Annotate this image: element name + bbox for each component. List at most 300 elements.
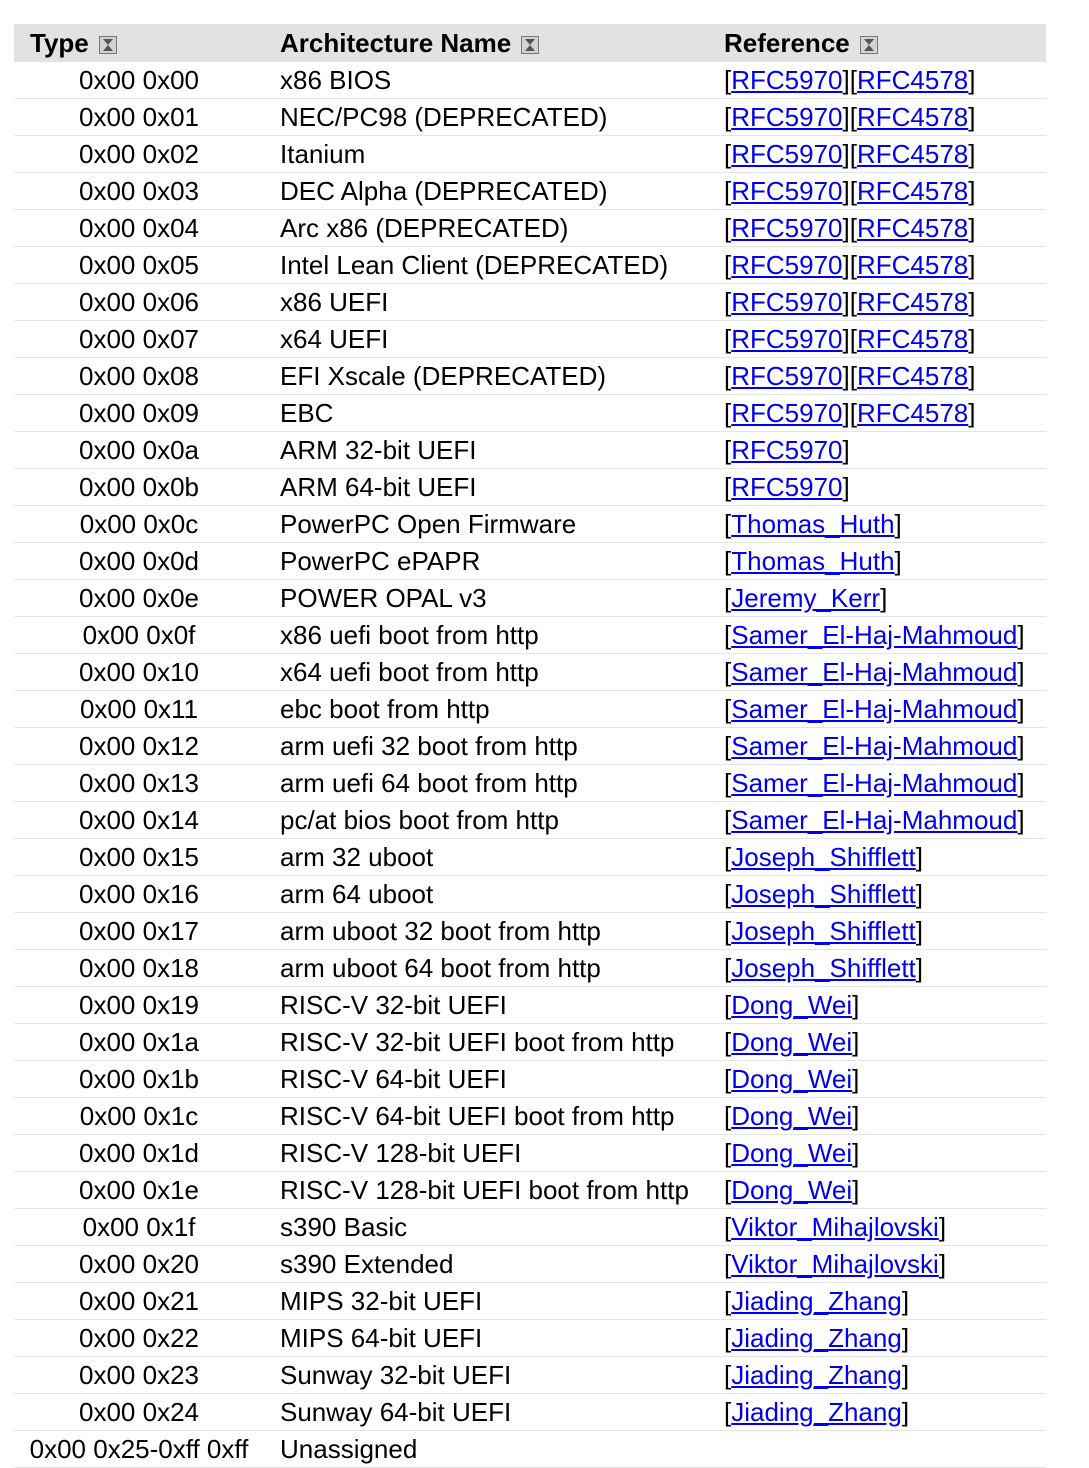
bracket-close: ]: [842, 435, 850, 465]
reference-link[interactable]: Samer_El-Haj-Mahmoud: [731, 657, 1018, 687]
table-row: [14, 469, 1046, 506]
table-header: [14, 24, 1046, 62]
reference-cell: [710, 358, 1046, 395]
table-row: [14, 1357, 1046, 1394]
table-row: [14, 765, 1046, 802]
bracket-close: ]: [968, 250, 976, 280]
type-cell: 0x00 0x06: [14, 284, 264, 321]
bracket-close: ]: [915, 953, 924, 983]
reference-cell: [710, 802, 1046, 839]
header-row: [14, 24, 1046, 62]
type-cell: 0x00 0x0e: [14, 580, 264, 617]
type-cell: 0x00 0x1d: [14, 1135, 264, 1172]
reference-cell: [710, 395, 1046, 432]
type-cell: 0x00 0x04: [14, 210, 264, 247]
table-row: [14, 691, 1046, 728]
table-row: [14, 506, 1046, 543]
table-row: [14, 1320, 1046, 1357]
bracket-open: [: [849, 250, 857, 280]
sort-icon[interactable]: [860, 36, 878, 54]
reference-link[interactable]: RFC4578: [856, 287, 969, 317]
bracket-open: [: [849, 287, 857, 317]
reference-link[interactable]: Dong_Wei: [731, 1027, 853, 1057]
reference-link[interactable]: RFC5970: [731, 472, 843, 502]
reference-link[interactable]: Jeremy_Kerr: [731, 583, 881, 613]
bracket-open: [: [724, 620, 732, 650]
table-row: [14, 1246, 1046, 1283]
table-row: [14, 1061, 1046, 1098]
reference-cell: [710, 765, 1046, 802]
architecture-name-cell: POWER OPAL v3: [264, 580, 710, 617]
bracket-open: [: [724, 1138, 732, 1168]
bracket-open: [: [724, 1101, 732, 1131]
type-cell: 0x00 0x02: [14, 136, 264, 173]
table-row: [14, 987, 1046, 1024]
table-row: [14, 543, 1046, 580]
architecture-name-cell: MIPS 64-bit UEFI: [264, 1320, 710, 1357]
reference-cell: [710, 728, 1046, 765]
table-row: [14, 1283, 1046, 1320]
type-cell: 0x00 0x14: [14, 802, 264, 839]
reference-link[interactable]: RFC4578: [856, 176, 969, 206]
architecture-name-cell: arm 64 uboot: [264, 876, 710, 913]
table-row: [14, 210, 1046, 247]
reference-link[interactable]: RFC5970: [731, 398, 843, 428]
bracket-open: [: [724, 805, 732, 835]
architecture-name-cell: x86 UEFI: [264, 284, 710, 321]
table-row: [14, 1431, 1046, 1468]
reference-link[interactable]: RFC4578: [856, 398, 969, 428]
bracket-close: ]: [842, 65, 850, 95]
reference-cell: [710, 987, 1046, 1024]
bracket-close: ]: [894, 509, 902, 539]
bracket-open: [: [724, 842, 732, 872]
bracket-close: ]: [968, 176, 976, 206]
architecture-name-cell: Arc x86 (DEPRECATED): [264, 210, 710, 247]
type-cell: 0x00 0x0d: [14, 543, 264, 580]
reference-cell: [710, 691, 1046, 728]
architecture-name-cell: NEC/PC98 (DEPRECATED): [264, 99, 710, 136]
sort-icon[interactable]: [99, 36, 117, 54]
architecture-name-cell: ebc boot from http: [264, 691, 710, 728]
bracket-open: [: [849, 102, 857, 132]
reference-link[interactable]: Joseph_Shifflett: [731, 953, 916, 983]
architecture-name-cell: arm uefi 32 boot from http: [264, 728, 710, 765]
column-header-architecture-name[interactable]: [264, 24, 710, 62]
bracket-open: [: [724, 398, 732, 428]
type-cell: 0x00 0x1f: [14, 1209, 264, 1246]
table-row: [14, 913, 1046, 950]
table-body: [14, 62, 1046, 1468]
type-cell: 0x00 0x24: [14, 1394, 264, 1431]
architecture-name-cell: EBC: [264, 395, 710, 432]
architecture-name-cell: EFI Xscale (DEPRECATED): [264, 358, 710, 395]
bracket-close: ]: [938, 1249, 947, 1279]
bracket-open: [: [849, 65, 857, 95]
reference-cell: [710, 1394, 1046, 1431]
bracket-close: ]: [968, 139, 976, 169]
reference-link[interactable]: Dong_Wei: [731, 1101, 853, 1131]
bracket-open: [: [724, 879, 732, 909]
table-row: [14, 1098, 1046, 1135]
type-cell: 0x00 0x01: [14, 99, 264, 136]
type-cell: 0x00 0x11: [14, 691, 264, 728]
table-row: [14, 395, 1046, 432]
reference-cell: [710, 1320, 1046, 1357]
bracket-close: ]: [1017, 768, 1025, 798]
architecture-name-cell: PowerPC Open Firmware: [264, 506, 710, 543]
bracket-open: [: [724, 176, 732, 206]
bracket-close: ]: [915, 842, 924, 872]
bracket-open: [: [724, 435, 732, 465]
bracket-open: [: [724, 213, 732, 243]
architecture-name-cell: Sunway 32-bit UEFI: [264, 1357, 710, 1394]
table-row: [14, 1024, 1046, 1061]
table-row: [14, 99, 1046, 136]
reference-link[interactable]: Thomas_Huth: [731, 546, 895, 576]
architecture-name-cell: RISC-V 64-bit UEFI: [264, 1061, 710, 1098]
reference-link[interactable]: Samer_El-Haj-Mahmoud: [731, 805, 1018, 835]
processor-architecture-table: [14, 24, 1046, 1468]
column-header-type-label: Type: [30, 28, 89, 58]
type-cell: 0x00 0x19: [14, 987, 264, 1024]
type-cell: 0x00 0x07: [14, 321, 264, 358]
bracket-close: ]: [968, 361, 976, 391]
architecture-name-cell: Itanium: [264, 136, 710, 173]
bracket-open: [: [724, 546, 732, 576]
reference-link[interactable]: Viktor_Mihajlovski: [731, 1249, 939, 1279]
reference-link[interactable]: Dong_Wei: [731, 1138, 853, 1168]
type-cell: 0x00 0x0b: [14, 469, 264, 506]
reference-cell: [710, 654, 1046, 691]
bracket-close: ]: [842, 213, 850, 243]
architecture-name-cell: RISC-V 128-bit UEFI boot from http: [264, 1172, 710, 1209]
architecture-name-cell: ARM 64-bit UEFI: [264, 469, 710, 506]
reference-link[interactable]: RFC5970: [731, 287, 843, 317]
architecture-name-cell: RISC-V 32-bit UEFI boot from http: [264, 1024, 710, 1061]
bracket-close: ]: [901, 1323, 910, 1353]
reference-link[interactable]: RFC4578: [856, 361, 969, 391]
architecture-name-cell: ARM 32-bit UEFI: [264, 432, 710, 469]
reference-link[interactable]: Thomas_Huth: [731, 509, 895, 539]
reference-cell: [710, 580, 1046, 617]
reference-link[interactable]: Dong_Wei: [731, 1064, 853, 1094]
bracket-close: ]: [842, 287, 850, 317]
bracket-close: ]: [901, 1360, 910, 1390]
reference-cell: [710, 99, 1046, 136]
reference-cell: [710, 1431, 1046, 1468]
reference-link[interactable]: Joseph_Shifflett: [731, 879, 916, 909]
type-cell: 0x00 0x03: [14, 173, 264, 210]
type-cell: 0x00 0x1b: [14, 1061, 264, 1098]
reference-cell: [710, 913, 1046, 950]
table-row: [14, 358, 1046, 395]
reference-link[interactable]: RFC5970: [731, 139, 843, 169]
bracket-close: ]: [901, 1397, 910, 1427]
table-row: [14, 247, 1046, 284]
type-cell: 0x00 0x21: [14, 1283, 264, 1320]
bracket-close: ]: [901, 1286, 910, 1316]
bracket-close: ]: [852, 1175, 860, 1205]
architecture-name-cell: arm 32 uboot: [264, 839, 710, 876]
reference-cell: [710, 543, 1046, 580]
type-cell: 0x00 0x13: [14, 765, 264, 802]
reference-link[interactable]: Jiading_Zhang: [731, 1397, 902, 1427]
type-cell: 0x00 0x08: [14, 358, 264, 395]
reference-link[interactable]: Jiading_Zhang: [731, 1323, 902, 1353]
reference-cell: [710, 1172, 1046, 1209]
reference-cell: [710, 839, 1046, 876]
reference-link[interactable]: Dong_Wei: [731, 990, 853, 1020]
column-header-type[interactable]: [14, 24, 264, 62]
reference-link[interactable]: Samer_El-Haj-Mahmoud: [731, 768, 1018, 798]
architecture-name-cell: RISC-V 32-bit UEFI: [264, 987, 710, 1024]
bracket-close: ]: [968, 213, 976, 243]
bracket-open: [: [724, 102, 732, 132]
architecture-name-cell: Sunway 64-bit UEFI: [264, 1394, 710, 1431]
reference-cell: [710, 950, 1046, 987]
architecture-name-cell: pc/at bios boot from http: [264, 802, 710, 839]
reference-link[interactable]: RFC5970: [731, 176, 843, 206]
reference-link[interactable]: Samer_El-Haj-Mahmoud: [731, 694, 1018, 724]
reference-link[interactable]: RFC4578: [856, 213, 969, 243]
column-header-reference-label: Reference: [724, 28, 850, 58]
bracket-open: [: [724, 287, 732, 317]
bracket-open: [: [724, 361, 732, 391]
type-cell: 0x00 0x22: [14, 1320, 264, 1357]
table-row: [14, 1209, 1046, 1246]
bracket-open: [: [724, 1360, 732, 1390]
bracket-close: ]: [842, 324, 850, 354]
reference-cell: [710, 506, 1046, 543]
reference-cell: [710, 1246, 1046, 1283]
bracket-open: [: [724, 953, 732, 983]
bracket-close: ]: [968, 398, 976, 428]
reference-cell: [710, 617, 1046, 654]
reference-link[interactable]: Samer_El-Haj-Mahmoud: [731, 620, 1018, 650]
reference-link[interactable]: RFC4578: [856, 250, 969, 280]
table-row: [14, 1394, 1046, 1431]
architecture-name-cell: arm uefi 64 boot from http: [264, 765, 710, 802]
reference-link[interactable]: RFC5970: [731, 435, 843, 465]
bracket-close: ]: [842, 139, 850, 169]
reference-link[interactable]: RFC4578: [856, 102, 969, 132]
bracket-open: [: [724, 250, 732, 280]
reference-cell: [710, 247, 1046, 284]
table-row: [14, 617, 1046, 654]
bracket-close: ]: [852, 1138, 860, 1168]
bracket-close: ]: [1017, 731, 1025, 761]
bracket-open: [: [849, 324, 857, 354]
bracket-open: [: [724, 916, 732, 946]
table-row: [14, 136, 1046, 173]
reference-cell: [710, 173, 1046, 210]
architecture-name-cell: MIPS 32-bit UEFI: [264, 1283, 710, 1320]
type-cell: 0x00 0x09: [14, 395, 264, 432]
type-cell: 0x00 0x1c: [14, 1098, 264, 1135]
reference-cell: [710, 1061, 1046, 1098]
type-cell: 0x00 0x0f: [14, 617, 264, 654]
reference-cell: [710, 321, 1046, 358]
bracket-open: [: [724, 65, 732, 95]
bracket-open: [: [849, 398, 857, 428]
table-row: [14, 950, 1046, 987]
bracket-open: [: [724, 1286, 732, 1316]
reference-link[interactable]: Jiading_Zhang: [731, 1286, 902, 1316]
type-cell: 0x00 0x1e: [14, 1172, 264, 1209]
reference-link[interactable]: RFC5970: [731, 250, 843, 280]
column-header-reference[interactable]: [710, 24, 1046, 62]
reference-cell: [710, 136, 1046, 173]
type-cell: 0x00 0x25-0xff 0xff: [14, 1431, 264, 1468]
bracket-close: ]: [842, 176, 850, 206]
bracket-close: ]: [852, 1027, 860, 1057]
architecture-name-cell: x64 UEFI: [264, 321, 710, 358]
bracket-open: [: [724, 768, 732, 798]
bracket-open: [: [724, 324, 732, 354]
table-row: [14, 839, 1046, 876]
bracket-close: ]: [1017, 694, 1025, 724]
bracket-close: ]: [1017, 657, 1025, 687]
bracket-close: ]: [842, 102, 850, 132]
reference-link[interactable]: Joseph_Shifflett: [731, 916, 916, 946]
bracket-close: ]: [938, 1212, 947, 1242]
architecture-name-cell: RISC-V 128-bit UEFI: [264, 1135, 710, 1172]
bracket-open: [: [724, 1027, 732, 1057]
type-cell: 0x00 0x0c: [14, 506, 264, 543]
bracket-open: [: [724, 139, 732, 169]
bracket-close: ]: [968, 65, 976, 95]
reference-cell: [710, 469, 1046, 506]
type-cell: 0x00 0x05: [14, 247, 264, 284]
bracket-open: [: [724, 657, 732, 687]
bracket-close: ]: [1017, 805, 1025, 835]
reference-link[interactable]: Samer_El-Haj-Mahmoud: [731, 731, 1018, 761]
bracket-open: [: [724, 1175, 732, 1205]
reference-link[interactable]: RFC5970: [731, 324, 843, 354]
bracket-open: [: [724, 1249, 732, 1279]
bracket-close: ]: [968, 287, 976, 317]
bracket-open: [: [724, 990, 732, 1020]
bracket-open: [: [724, 1323, 732, 1353]
reference-link[interactable]: RFC5970: [731, 102, 843, 132]
architecture-name-cell: arm uboot 64 boot from http: [264, 950, 710, 987]
bracket-open: [: [849, 176, 857, 206]
reference-cell: [710, 284, 1046, 321]
table-row: [14, 321, 1046, 358]
architecture-name-cell: DEC Alpha (DEPRECATED): [264, 173, 710, 210]
reference-cell: [710, 210, 1046, 247]
reference-cell: [710, 1357, 1046, 1394]
architecture-name-cell: RISC-V 64-bit UEFI boot from http: [264, 1098, 710, 1135]
architecture-name-cell: x86 uefi boot from http: [264, 617, 710, 654]
bracket-open: [: [724, 509, 732, 539]
type-cell: 0x00 0x18: [14, 950, 264, 987]
table-row: [14, 432, 1046, 469]
type-cell: 0x00 0x23: [14, 1357, 264, 1394]
architecture-name-cell: s390 Basic: [264, 1209, 710, 1246]
bracket-open: [: [849, 361, 857, 391]
reference-link[interactable]: RFC5970: [731, 65, 843, 95]
table-row: [14, 284, 1046, 321]
reference-cell: [710, 432, 1046, 469]
table-row: [14, 580, 1046, 617]
bracket-close: ]: [915, 916, 924, 946]
type-cell: 0x00 0x1a: [14, 1024, 264, 1061]
architecture-name-cell: x64 uefi boot from http: [264, 654, 710, 691]
reference-cell: [710, 876, 1046, 913]
table-row: [14, 1135, 1046, 1172]
sort-icon[interactable]: [521, 36, 539, 54]
reference-cell: [710, 1098, 1046, 1135]
reference-link[interactable]: RFC4578: [856, 65, 969, 95]
reference-link[interactable]: RFC4578: [856, 139, 969, 169]
reference-link[interactable]: Joseph_Shifflett: [731, 842, 916, 872]
reference-link[interactable]: Dong_Wei: [731, 1175, 853, 1205]
reference-link[interactable]: Viktor_Mihajlovski: [731, 1212, 939, 1242]
bracket-close: ]: [852, 990, 860, 1020]
type-cell: 0x00 0x15: [14, 839, 264, 876]
architecture-name-cell: PowerPC ePAPR: [264, 543, 710, 580]
type-cell: 0x00 0x00: [14, 62, 264, 99]
type-cell: 0x00 0x12: [14, 728, 264, 765]
type-cell: 0x00 0x20: [14, 1246, 264, 1283]
architecture-name-cell: Unassigned: [264, 1431, 710, 1468]
table-row: [14, 173, 1046, 210]
bracket-open: [: [724, 731, 732, 761]
bracket-close: ]: [842, 361, 850, 391]
bracket-open: [: [724, 694, 732, 724]
reference-link[interactable]: RFC4578: [856, 324, 969, 354]
table-row: [14, 654, 1046, 691]
type-cell: 0x00 0x16: [14, 876, 264, 913]
bracket-close: ]: [842, 472, 850, 502]
architecture-name-cell: s390 Extended: [264, 1246, 710, 1283]
bracket-open: [: [849, 139, 857, 169]
reference-link[interactable]: RFC5970: [731, 361, 843, 391]
bracket-open: [: [724, 1397, 732, 1427]
reference-cell: [710, 1024, 1046, 1061]
reference-cell: [710, 1283, 1046, 1320]
architecture-name-cell: Intel Lean Client (DEPRECATED): [264, 247, 710, 284]
bracket-open: [: [724, 1064, 732, 1094]
reference-link[interactable]: RFC5970: [731, 213, 843, 243]
reference-link[interactable]: Jiading_Zhang: [731, 1360, 902, 1390]
bracket-close: ]: [968, 102, 976, 132]
table-row: [14, 802, 1046, 839]
bracket-open: [: [724, 1212, 732, 1242]
bracket-open: [: [849, 213, 857, 243]
column-header-name-label: Architecture Name: [280, 28, 512, 58]
type-cell: 0x00 0x10: [14, 654, 264, 691]
bracket-open: [: [724, 472, 732, 502]
bracket-close: ]: [880, 583, 888, 613]
type-cell: 0x00 0x17: [14, 913, 264, 950]
bracket-open: [: [724, 583, 732, 613]
bracket-close: ]: [842, 398, 850, 428]
bracket-close: ]: [915, 879, 924, 909]
bracket-close: ]: [852, 1064, 860, 1094]
table-row: [14, 728, 1046, 765]
bracket-close: ]: [894, 546, 902, 576]
bracket-close: ]: [852, 1101, 860, 1131]
reference-cell: [710, 1135, 1046, 1172]
type-cell: 0x00 0x0a: [14, 432, 264, 469]
architecture-name-cell: x86 BIOS: [264, 62, 710, 99]
bracket-close: ]: [968, 324, 976, 354]
architecture-name-cell: arm uboot 32 boot from http: [264, 913, 710, 950]
table-row: [14, 876, 1046, 913]
